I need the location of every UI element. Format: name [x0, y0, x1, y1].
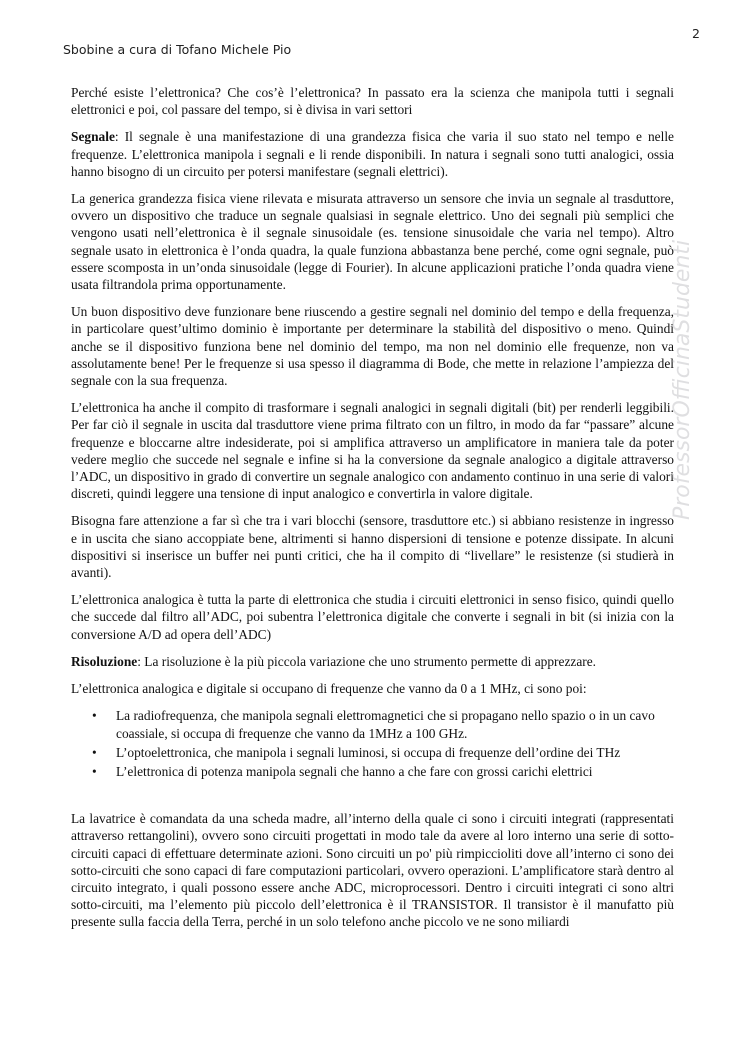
page-number: 2 — [692, 26, 700, 41]
bullet-icon: • — [92, 763, 97, 779]
term-risoluzione: Risoluzione — [71, 653, 138, 669]
paragraph-frequenze: L’elettronica analogica e digitale si occupano di frequenze che vanno da 0 a 1 MHz, ci sono poi: — [71, 681, 587, 697]
paragraph-resistenze: Bisogna fare attenzione a far sì che tra i vari blocchi (sensore, trasduttore etc.) si abbiano resistenze in ingresso e in uscita che siano accoppiate bene, altrimenti si hanno dispersioni di tensione e potenze dissipate. In alcuni dispositivi si inserisce un buffer nei punti critici, che ha il compito di “livellare” le resistenze (si studierà in avanti). — [71, 513, 674, 581]
paragraph-intro: Perché esiste l’elettronica? Che cos’è l’elettronica? In passato era la scienza che manipola tutti i segnali elettronici e poi, col passare del tempo, si è divisa in vari settori — [71, 85, 674, 118]
paragraph-analogica: L’elettronica analogica è tutta la parte di elettronica che studia i circuiti elettronici in senso fisico, quindi quello che succede dal filtro all’ADC, poi subentra l’elettronica digitale che converte i segnali in bit (si inizia con la conversione A/D ad opera dell’ADC) — [71, 592, 674, 642]
document-body — [71, 84, 674, 941]
list-item — [92, 763, 674, 780]
list-item-text: L’elettronica di potenza manipola segnali che hanno a che fare con grossi carichi elettrici — [116, 763, 593, 779]
term-segnale: Segnale — [71, 129, 115, 145]
paragraph-risoluzione — [71, 653, 674, 670]
bullet-icon: • — [92, 708, 97, 724]
definition-risoluzione: : La risoluzione è la più piccola variazione che uno strumento permette di apprezzare. — [137, 653, 597, 669]
paragraph-segnale — [71, 128, 674, 180]
list-item-text: La radiofrequenza, che manipola segnali elettromagnetici che si propagano nello spazio o in un cavo coassiale, si occupa di frequenze che vanno da 1MHz a 100 GHz. — [116, 708, 655, 741]
paragraph-lavatrice: La lavatrice è comandata da una scheda madre, all’interno della quale ci sono i circuiti integrati (rappresentati attraverso rettangolini), ovvero sono circuiti progettati in modo tale da avere al loro interno una serie di sotto-circuiti capaci di effettuare determinate azioni. Sono circuiti un po' più rimpiccioliti dove all’interno ci sono dei sotto-circuiti che sono capaci di fare computazioni particolari, ovvero operazioni. L’amplificatore starà dentro al circuito integrato, i quali possono essere anche ADC, microprocessori. Dentro i circuiti integrati ci sono altri sotto-circuiti, ma l’elemento più piccolo dell’elettronica è il TRANSISTOR. Il transistor è il manufatto più presente sulla faccia della Terra, perché in un solo telefono anche piccolo ve ne sono miliardi — [71, 811, 674, 930]
list-item — [92, 707, 674, 741]
watermark: ProfessorOfficinaStudenti — [670, 239, 695, 520]
paragraph-trasduttore: La generica grandezza fisica viene rilevata e misurata attraverso un sensore che invia un segnale al trasduttore, ovvero un dispositivo che traduce un segnale qualsiasi in segnale elettrico. Uno dei segnali più semplici che vengono usati nell’elettronica è il segnale sinusoidale (es. tensione sinusoidale che varia nel tempo). Altro segnale usato in elettronica è l’onda quadra, la quale funziona abbastanza bene perché, come ogni segnale, può essere scomposta in un’onda sinusoidale (legge di Fourier). In alcune applicazioni pratiche l’onda quadra viene usata filtrandola prima opportunamente. — [71, 191, 674, 293]
paragraph-dominio: Un buon dispositivo deve funzionare bene riuscendo a gestire segnali nel dominio del tempo e della frequenza, in particolare quest’ultimo dominio è importante per determinare la stabilità del dispositivo o meno. Quindi anche se il dispositivo funziona bene nel dominio del tempo, ma non nel dominio elle frequenze, non va assolutamente bene! Per le frequenze si usa spesso il diagramma di Bode, che mette in relazione l’ampiezza del segnale con la sua frequenza. — [71, 304, 674, 389]
paragraph-adc: L’elettronica ha anche il compito di trasformare i segnali analogici in segnali digitali (bit) per renderli leggibili. Per far ciò il segnale in uscita dal trasduttore viene prima filtrato con un filtro, in modo da far “passare” alcune frequenze e bloccarne altre indesiderate, poi si amplifica attraverso un amplificatore in maniera tale da poter vedere meglio che succede nel segnale e infine si ha la conversione da segnale analogico a digitale attraverso l’ADC, un dispositivo in grado di convertire un segnale analogico con andamento continuo in una serie di valori discreti, quindi leggere una tensione di input analogico e convertirla in valore digitale. — [71, 400, 674, 502]
list-item — [92, 744, 674, 761]
bullet-list — [71, 707, 674, 780]
page-header: Sbobine a cura di Tofano Michele Pio — [63, 42, 292, 57]
list-item-text: L’optoelettronica, che manipola i segnali luminosi, si occupa di frequenze dell’ordine dei THz — [116, 744, 621, 760]
bullet-icon: • — [92, 744, 97, 760]
definition-segnale: : Il segnale è una manifestazione di una grandezza fisica che varia il suo stato nel tempo e nelle frequenze. L’elettronica manipola i segnali e li rende disponibili. In natura i segnali sono tutti analogici, ossia hanno bisogno di un circuito per potersi manifestare (segnali elettrici). — [71, 129, 674, 179]
